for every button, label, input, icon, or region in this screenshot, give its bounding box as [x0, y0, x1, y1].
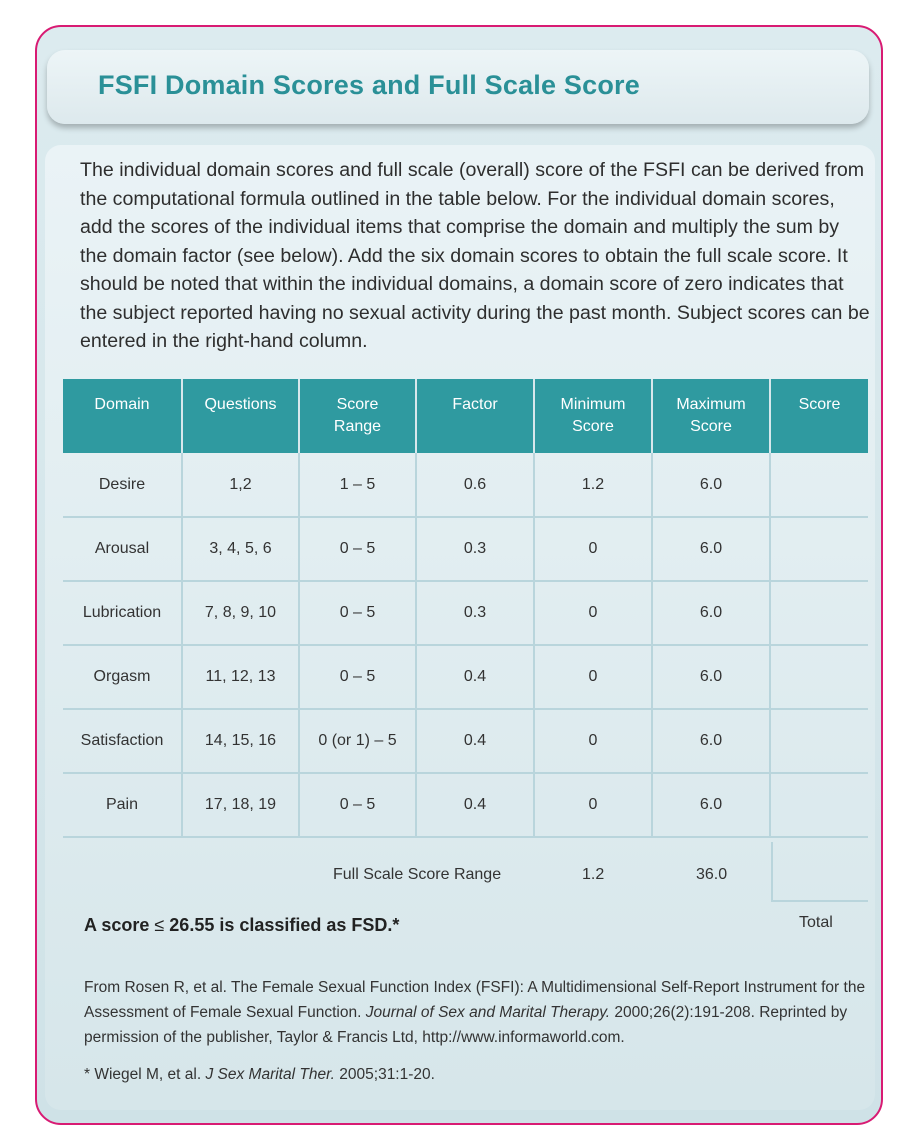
score-entry-cell[interactable] — [770, 581, 868, 645]
fsd-classification-note — [84, 915, 399, 936]
citation-text-2: 2000;26(2):191-208. Reprinted by permission of the publisher, Taylor & Francis Ltd, http://www.informaworld.com. — [84, 1004, 848, 1046]
cell-range: 0 – 5 — [299, 581, 416, 645]
cell-min: 0 — [534, 517, 652, 581]
header-minimum-score: Minimum Score — [534, 379, 652, 453]
table-row — [63, 517, 868, 581]
full-scale-max: 36.0 — [696, 866, 728, 883]
cell-questions: 17, 18, 19 — [182, 773, 299, 837]
cell-min: 1.2 — [534, 453, 652, 517]
footnote-suffix: 2005;31:1-20. — [339, 1066, 435, 1083]
cell-max: 6.0 — [652, 645, 770, 709]
table-row — [63, 453, 868, 517]
score-entry-cell[interactable] — [770, 773, 868, 837]
table-row — [63, 773, 868, 837]
cell-range: 0 – 5 — [299, 517, 416, 581]
cell-min: 0 — [534, 581, 652, 645]
cell-domain: Arousal — [63, 517, 182, 581]
fsfi-score-table — [63, 379, 868, 838]
total-label: Total — [799, 914, 833, 931]
cell-domain: Orgasm — [63, 645, 182, 709]
total-score-box[interactable] — [771, 842, 868, 902]
cell-range: 0 – 5 — [299, 773, 416, 837]
fsd-note-rest: 26.55 is classified as FSD.* — [169, 915, 400, 935]
citation-text-1: From Rosen R, et al. The Female Sexual Function Index (FSFI): A Multidimensional Self-Report Instrument for the Assessment of Female Sexual Function. — [84, 979, 866, 1021]
cell-max: 6.0 — [652, 709, 770, 773]
table-row — [63, 709, 868, 773]
cell-factor: 0.4 — [416, 773, 534, 837]
full-scale-label: Full Scale Score Range — [333, 866, 502, 883]
cell-domain: Pain — [63, 773, 182, 837]
cell-questions: 14, 15, 16 — [182, 709, 299, 773]
table-row — [63, 645, 868, 709]
table-header-row — [63, 379, 868, 453]
cell-questions: 1,2 — [182, 453, 299, 517]
cell-min: 0 — [534, 773, 652, 837]
score-entry-cell[interactable] — [770, 453, 868, 517]
cell-range: 1 – 5 — [299, 453, 416, 517]
citation-journal: Journal of Sex and Marital Therapy. — [365, 1004, 611, 1021]
footnote-journal: J Sex Marital Ther. — [205, 1066, 335, 1083]
cell-factor: 0.3 — [416, 517, 534, 581]
table-row — [63, 581, 868, 645]
cell-domain: Satisfaction — [63, 709, 182, 773]
header-score: Score — [770, 379, 868, 453]
header-domain: Domain — [63, 379, 182, 453]
cell-max: 6.0 — [652, 773, 770, 837]
score-entry-cell[interactable] — [770, 517, 868, 581]
score-entry-cell[interactable] — [770, 709, 868, 773]
header-maximum-score: Maximum Score — [652, 379, 770, 453]
cell-min: 0 — [534, 645, 652, 709]
footnote-prefix: * Wiegel M, et al. — [84, 1066, 202, 1083]
cell-questions: 7, 8, 9, 10 — [182, 581, 299, 645]
cell-factor: 0.4 — [416, 645, 534, 709]
cell-max: 6.0 — [652, 581, 770, 645]
cell-factor: 0.3 — [416, 581, 534, 645]
page-title: FSFI Domain Scores and Full Scale Score — [98, 70, 640, 100]
cell-factor: 0.4 — [416, 709, 534, 773]
cell-questions: 11, 12, 13 — [182, 645, 299, 709]
header-questions: Questions — [182, 379, 299, 453]
fsd-note-prefix: A score — [84, 915, 150, 935]
less-equal-symbol: ≤ — [154, 915, 165, 935]
citation — [84, 975, 874, 1050]
footnote — [84, 1066, 435, 1084]
cell-max: 6.0 — [652, 453, 770, 517]
cell-min: 0 — [534, 709, 652, 773]
cell-factor: 0.6 — [416, 453, 534, 517]
score-entry-cell[interactable] — [770, 645, 868, 709]
cell-questions: 3, 4, 5, 6 — [182, 517, 299, 581]
header-score-range: Score Range — [299, 379, 416, 453]
header-factor: Factor — [416, 379, 534, 453]
cell-range: 0 – 5 — [299, 645, 416, 709]
full-scale-min: 1.2 — [582, 866, 605, 883]
cell-domain: Lubrication — [63, 581, 182, 645]
cell-max: 6.0 — [652, 517, 770, 581]
intro-paragraph: The individual domain scores and full scale (overall) score of the FSFI can be derived from the computational formula outlined in the table below. For the individual domain scores, add the scores of the individual items that comprise the domain and multiply the sum by the domain factor (see below). Add the six domain scores to obtain the full scale score. It should be noted that within the individual domains, a domain score of zero indicates that the subject reported having no sexual activity during the past month. Subject scores can be entered in the right-hand column. — [80, 159, 870, 352]
cell-range: 0 (or 1) – 5 — [299, 709, 416, 773]
cell-domain: Desire — [98, 475, 146, 493]
